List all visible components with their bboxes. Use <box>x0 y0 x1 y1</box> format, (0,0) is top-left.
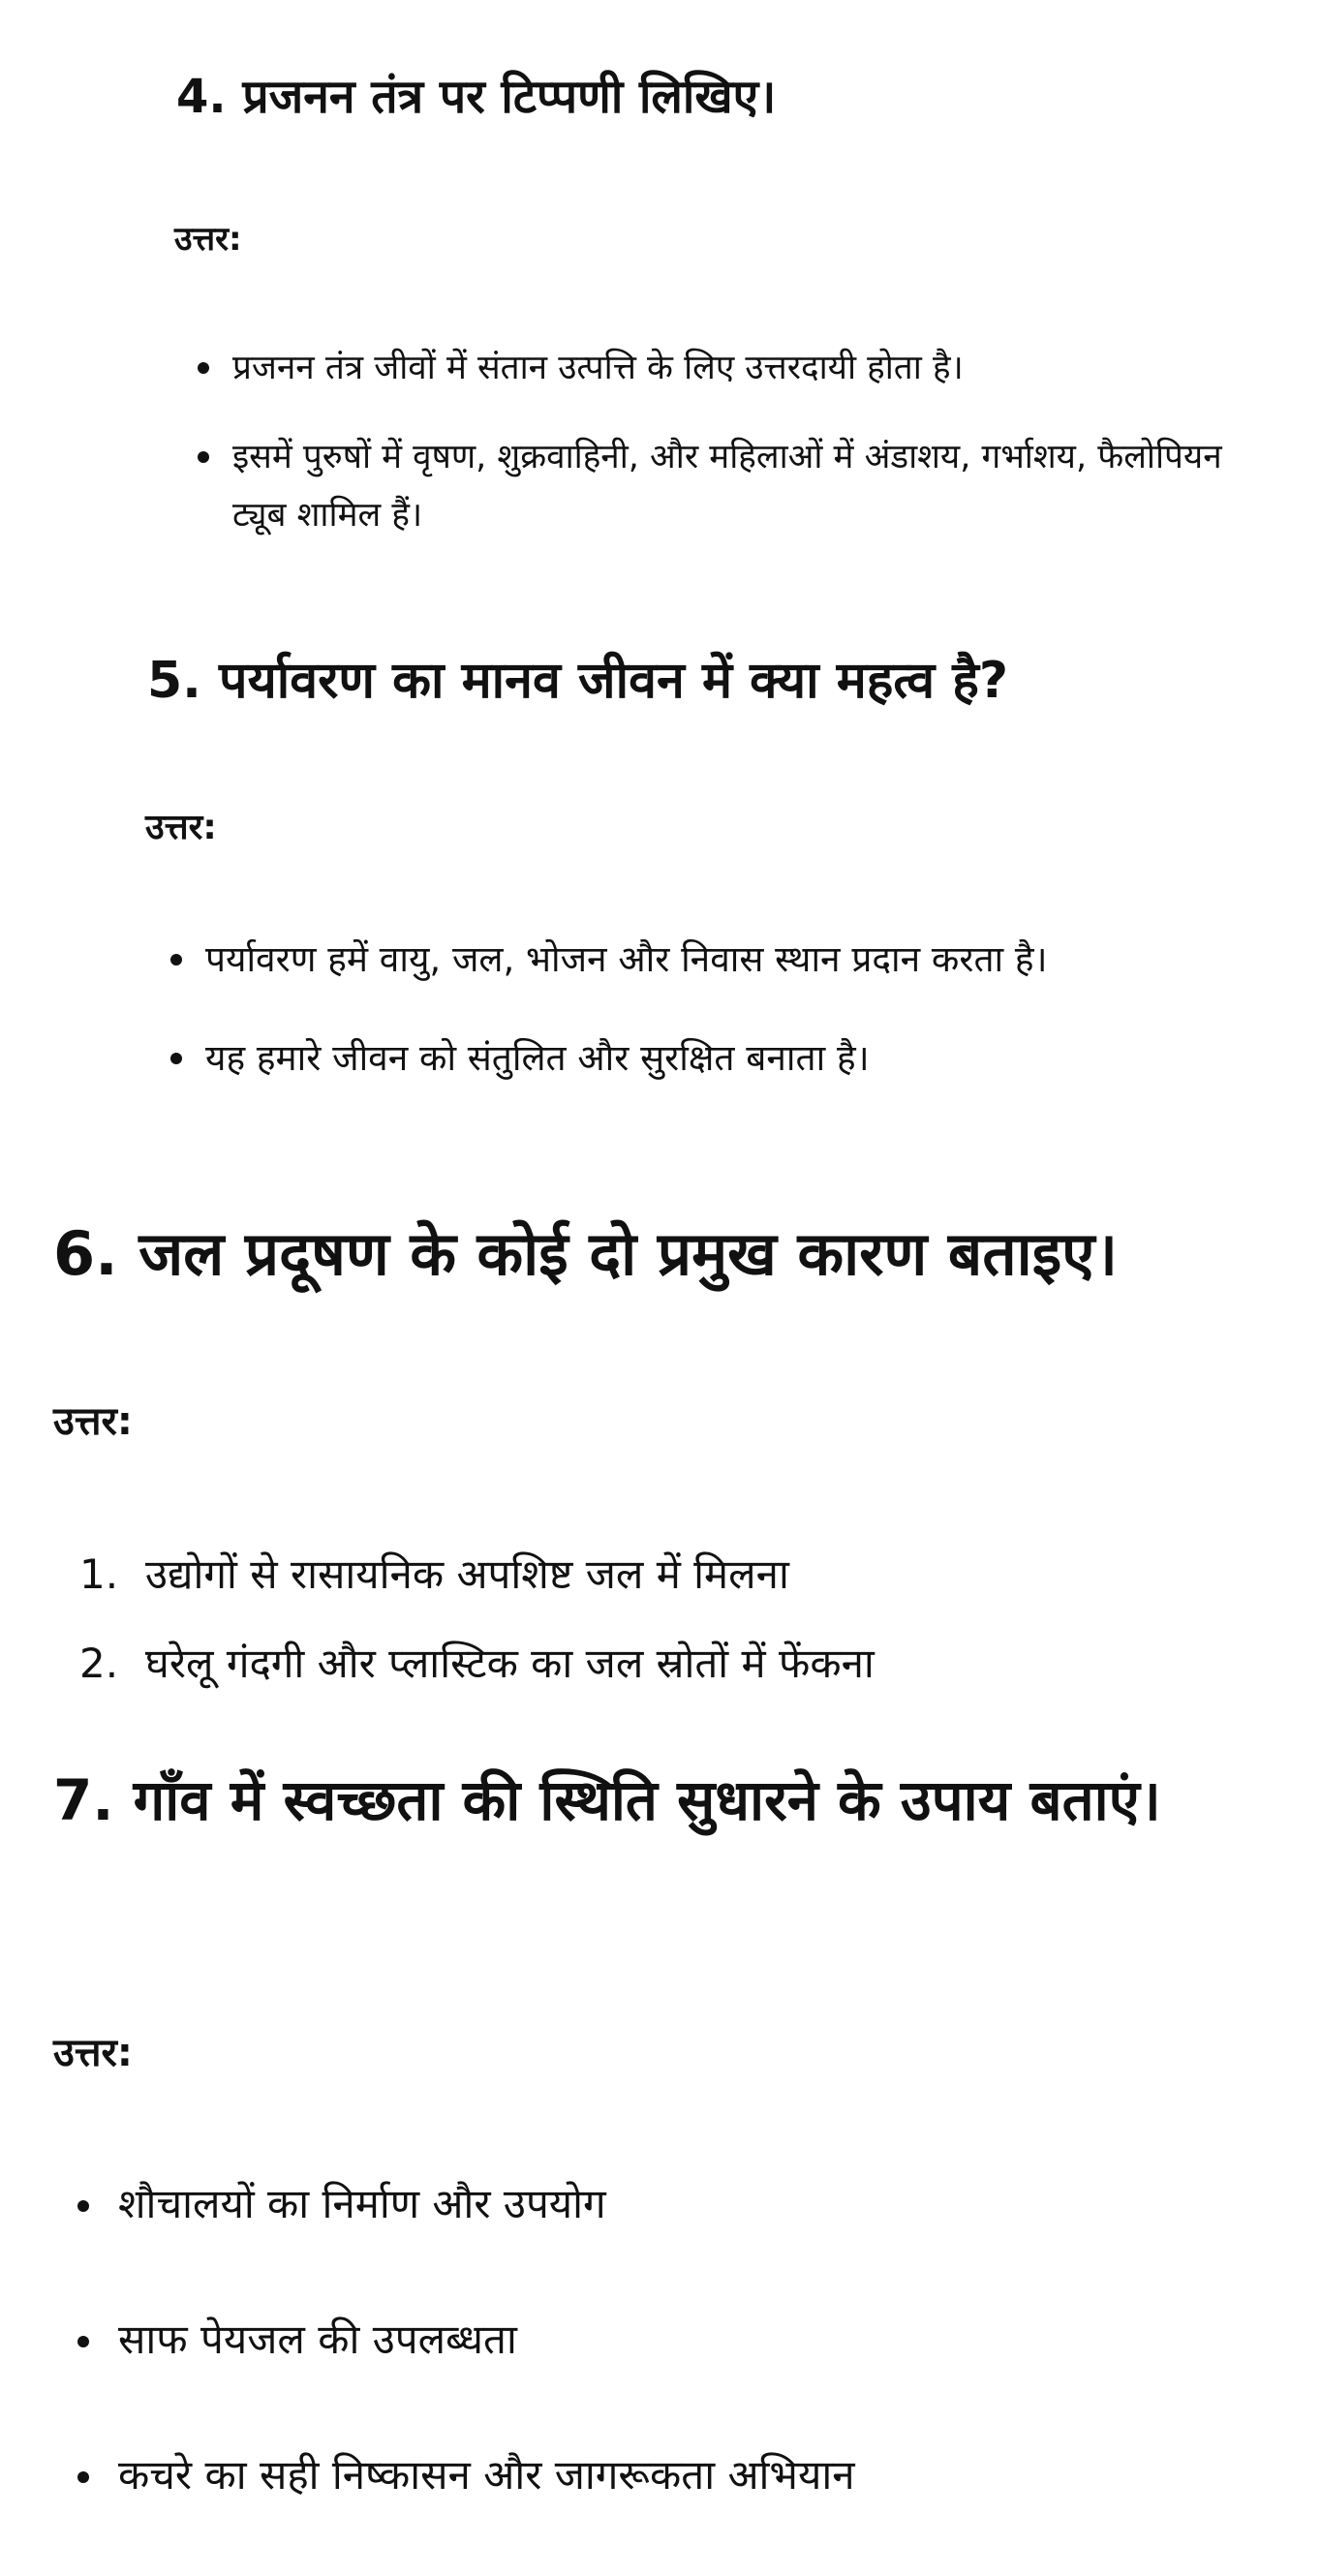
list-item-text: शौचालयों का निर्माण और उपयोग <box>118 2180 606 2227</box>
list-item <box>68 2305 1278 2375</box>
list-item-text: कचरे का सही निष्कासन और जागरूकता अभियान <box>118 2451 855 2499</box>
answer-list <box>167 930 1213 1127</box>
answer-label: उत्तर: <box>145 808 217 847</box>
list-item <box>194 428 1240 544</box>
bullet-icon <box>198 362 209 374</box>
question-title: 4. प्रजनन तंत्र पर टिप्पणी लिखिए। <box>176 70 777 124</box>
bullet-icon <box>77 2200 89 2212</box>
list-item-number: 1. <box>79 1550 119 1598</box>
list-item <box>68 2440 1278 2510</box>
list-item <box>79 1629 1242 1699</box>
list-item <box>194 339 1240 397</box>
list-item-text: उद्योगों से रासायनिक अपशिष्ट जल में मिलना <box>145 1550 789 1598</box>
question-title: 6. जल प्रदूषण के कोई दो प्रमुख कारण बताइए। <box>53 1218 1118 1289</box>
bullet-icon <box>170 1053 182 1064</box>
bullet-icon <box>77 2336 89 2347</box>
list-item-text: प्रजनन तंत्र जीवों में संतान उत्पत्ति के लिए उत्तरदायी होता है। <box>232 349 964 387</box>
list-item <box>79 1540 1242 1610</box>
list-item <box>68 2169 1278 2239</box>
question-title: 7. गाँव में स्वच्छता की स्थिति सुधारने के उपाय बताएं। <box>53 1767 1161 1833</box>
list-item-text: साफ पेयजल की उपलब्धता <box>118 2315 517 2363</box>
answer-label: उत्तर: <box>174 220 242 259</box>
answer-list <box>68 2169 1278 2576</box>
bullet-icon <box>198 451 209 463</box>
bullet-icon <box>170 954 182 966</box>
list-item-text: पर्यावरण हमें वायु, जल, भोजन और निवास स्थान प्रदान करता है। <box>205 938 1048 980</box>
list-item-text: घरेलू गंदगी और प्लास्टिक का जल स्रोतों में फेंकना <box>145 1640 875 1687</box>
list-item <box>167 1028 1213 1089</box>
list-item-text: इसमें पुरुषों में वृषण, शुक्रवाहिनी, और महिलाओं में अंडाशय, गर्भाशय, फैलोपियन ट्यूब शामिल हैं। <box>232 438 1222 535</box>
answer-list <box>79 1540 1242 1718</box>
bullet-icon <box>77 2471 89 2483</box>
list-item <box>167 930 1213 990</box>
list-item-number: 2. <box>79 1640 119 1687</box>
answer-list <box>194 339 1240 575</box>
answer-label: उत्तर: <box>53 1399 133 1444</box>
answer-label: उत्तर: <box>53 2031 133 2075</box>
question-title: 5. पर्यावरण का मानव जीवन में क्या महत्व है? <box>147 652 1008 710</box>
list-item-text: यह हमारे जीवन को संतुलित और सुरक्षित बनाता है। <box>205 1037 870 1079</box>
